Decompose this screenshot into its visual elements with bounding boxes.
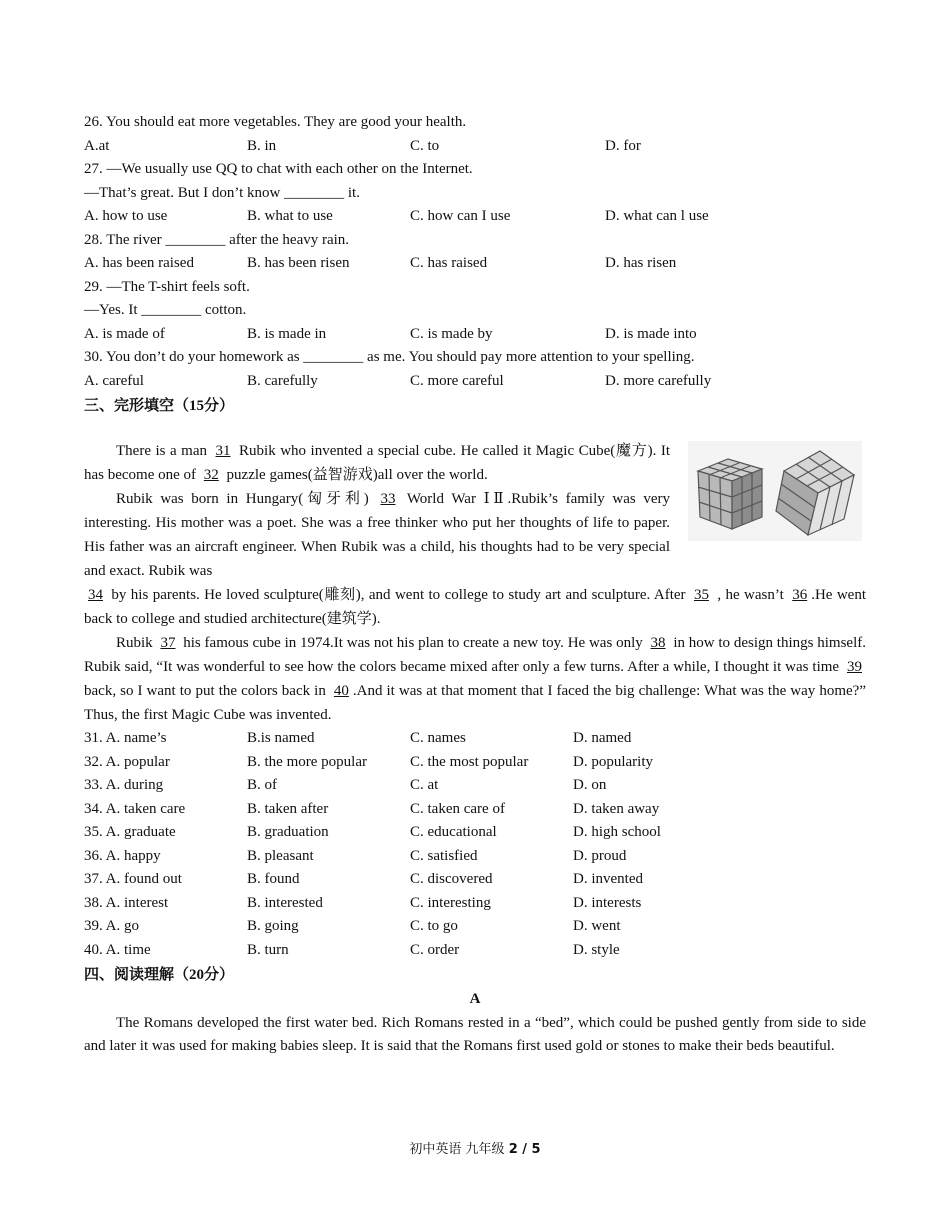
option: C. is made by — [410, 325, 493, 342]
option: C. how can I use — [410, 208, 511, 224]
blank-35: 35 — [693, 587, 709, 603]
options-28 — [84, 252, 866, 276]
cloze-passage — [84, 439, 866, 727]
question-27-reply: —That’s great. But I don’t know ________ it. — [84, 184, 360, 201]
option: A. how to use — [84, 208, 168, 224]
options-32: 32. A. popular B. the more popular C. the most popular D. popularity — [84, 753, 653, 770]
option: B. is made in — [247, 325, 327, 342]
question-29: 29. —The T-shirt feels soft. — [84, 278, 250, 295]
options-30 — [84, 370, 866, 394]
blank-36: 36 — [792, 587, 808, 603]
option: A. has been raised — [84, 255, 194, 271]
page-footer — [0, 1138, 950, 1157]
option: C. to — [410, 137, 440, 154]
cloze-options — [84, 727, 866, 962]
section-4-title: 四、阅读理解（20分） — [84, 967, 235, 983]
blank-33: 33 — [380, 491, 396, 507]
passage-label: A — [469, 991, 481, 1007]
options-34: 34. A. taken care B. taken after C. taken care of D. taken away — [84, 800, 660, 817]
blank-40: 40 — [333, 683, 349, 699]
blank-37: 37 — [160, 635, 176, 651]
question-29-reply: —Yes. It ________ cotton. — [84, 302, 247, 318]
exam-page — [84, 111, 866, 1059]
option: C. more careful — [410, 372, 504, 389]
option: D. for — [605, 137, 641, 154]
blank-31: 31 — [215, 443, 231, 459]
option: A.at — [84, 137, 110, 154]
cloze-paragraph-2: Rubik was born in Hungary(匈牙利) 33 World War ⅠⅡ.Rubik’s family was very interesting. His mother was a poet. She was a free thinker who put her thoughts of life to paper. His father was an aircraft engineer. When Rubik was a child, his thoughts had to be very special and exact. Rubik was — [84, 487, 670, 583]
option: C. has raised — [410, 255, 488, 271]
blank-38: 38 — [650, 635, 666, 651]
option: D. more carefully — [605, 372, 712, 389]
question-30: 30. You don’t do your homework as ________ as me. You should pay more attention to your spelling. — [84, 349, 695, 365]
options-26 — [84, 135, 866, 159]
options-31: 31. A. name’s B.is named C. names D. named — [84, 730, 632, 746]
question-26: 26. You should eat more vegetables. They are good your health. — [84, 114, 467, 130]
option: A. careful — [84, 372, 144, 389]
options-40: 40. A. time B. turn C. order D. style — [84, 941, 620, 958]
options-37: 37. A. found out B. found C. discovered D. invented — [84, 871, 643, 887]
option: B. in — [247, 137, 277, 154]
options-36: 36. A. happy B. pleasant C. satisfied D. proud — [84, 847, 627, 864]
magic-cube-image — [688, 441, 862, 541]
cloze-paragraph-3: 34 by his parents. He loved sculpture(雕刻), and went to college to study art and sculpture. After 35 , he wasn’t 36 .He went back to college and studied architecture(建筑学). — [84, 583, 866, 631]
option: B. has been risen — [247, 255, 350, 271]
options-27 — [84, 205, 866, 229]
footer-text: 初中英语 九年级 — [409, 1142, 509, 1157]
blank-34: 34 — [88, 587, 103, 603]
options-33: 33. A. during B. of C. at D. on — [84, 777, 607, 793]
options-38: 38. A. interest B. interested C. interesting D. interests — [84, 894, 642, 911]
option: A. is made of — [84, 325, 165, 342]
cloze-paragraph-4: Rubik 37 his famous cube in 1974.It was not his plan to create a new toy. He was only 38 in how to design things himself. Rubik said, “It was wonderful to see how the colors became mixed after only a few turns. After a while, I thought it was time 39 back, so I want to put the colors back in 40 .And it was at that moment that I faced the big challenge: What was the way home?” Thus, the first Magic Cube was invented. — [84, 631, 866, 727]
options-35: 35. A. graduate B. graduation C. educational D. high school — [84, 824, 661, 840]
page-number: 2 / 5 — [508, 1142, 541, 1157]
cloze-paragraph-1: There is a man 31 Rubik who invented a special cube. He called it Magic Cube(魔方). It has become one of 32 puzzle games(益智游戏)all over the world. — [84, 439, 670, 487]
section-3-title: 三、完形填空（15分） — [84, 398, 235, 414]
question-27: 27. —We usually use QQ to chat with each other on the Internet. — [84, 161, 473, 177]
options-39: 39. A. go B. going C. to go D. went — [84, 918, 621, 934]
option: D. is made into — [605, 325, 697, 342]
option: D. has risen — [605, 255, 677, 271]
reading-paragraph-1: The Romans developed the first water bed. Rich Romans rested in a “bed”, which could be pushed gently from side to side and later it was used for making babies sleep. It is said that the Romans first used gold or stones to make their beds beautiful. — [84, 1014, 866, 1054]
option: B. carefully — [247, 372, 318, 389]
blank-32: 32 — [203, 467, 219, 483]
question-28: 28. The river ________ after the heavy rain. — [84, 231, 350, 248]
blank-39: 39 — [847, 659, 862, 675]
option: B. what to use — [247, 208, 333, 224]
option: D. what can l use — [605, 208, 709, 224]
options-29 — [84, 323, 866, 347]
